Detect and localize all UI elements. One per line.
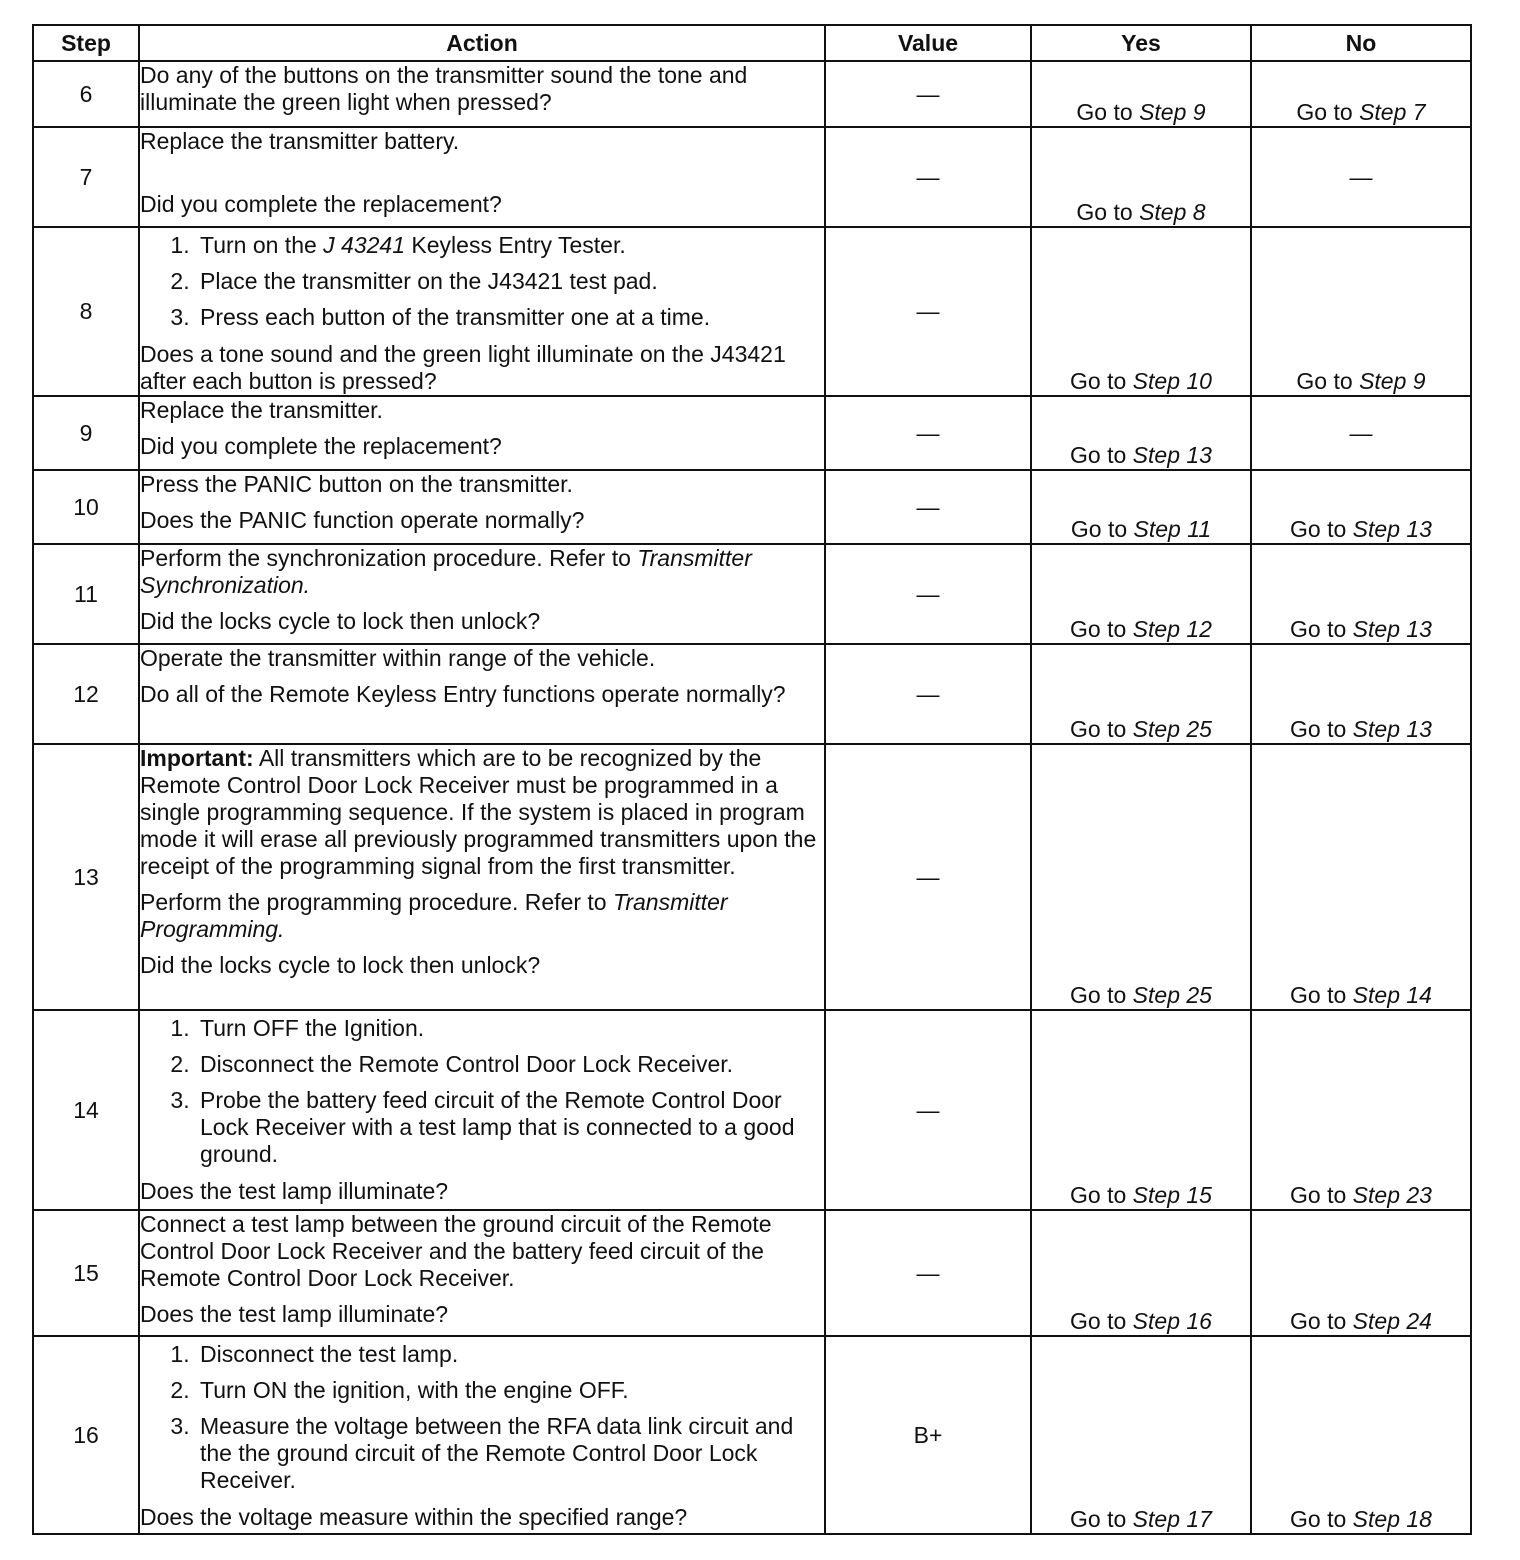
action-cell	[139, 1010, 825, 1210]
value-cell: —	[825, 61, 1031, 127]
no-step-ref: Step 23	[1352, 1182, 1432, 1208]
procedure-item: 2. Disconnect the Remote Control Door Lock Receiver.	[196, 1051, 824, 1078]
yes-cell	[1031, 396, 1251, 470]
yes-step-ref: Step 10	[1132, 368, 1212, 394]
action-instruction: Replace the transmitter battery.	[140, 128, 460, 154]
yes-step-ref: Step 8	[1139, 199, 1206, 225]
action-instruction	[140, 545, 824, 599]
header-row	[33, 25, 1471, 61]
action-instruction: Operate the transmitter within range of the vehicle.	[140, 645, 656, 671]
no-go-to: Go to	[1296, 368, 1353, 394]
step-number: 10	[33, 470, 139, 544]
yes-step-ref: Step 25	[1132, 716, 1212, 742]
no-go-to: Go to	[1290, 1308, 1347, 1334]
no-go-to: Go to	[1296, 99, 1353, 125]
action-question: Does a tone sound and the green light illuminate on the J43421 after each button is pressed?	[140, 341, 786, 394]
header-yes: Yes	[1031, 25, 1251, 61]
step-number: 11	[33, 544, 139, 644]
step-number: 12	[33, 644, 139, 744]
yes-cell	[1031, 1010, 1251, 1210]
instruction-text: Perform the synchronization procedure. Refer to	[140, 545, 638, 571]
action-instruction: Replace the transmitter.	[140, 397, 383, 423]
instruction-text: Perform the programming procedure. Refer to	[140, 889, 613, 915]
action-cell	[139, 227, 825, 396]
yes-cell	[1031, 544, 1251, 644]
yes-step-ref: Step 11	[1133, 516, 1212, 542]
yes-cell	[1031, 61, 1251, 127]
tool-ref: J 43241	[323, 232, 406, 258]
no-step-ref: Step 13	[1352, 616, 1432, 642]
procedure-list	[140, 1341, 824, 1494]
value-cell: —	[825, 644, 1031, 744]
value-cell: —	[825, 744, 1031, 1010]
value-cell: —	[825, 227, 1031, 396]
action-question: Does the test lamp illuminate?	[140, 1178, 449, 1204]
yes-cell	[1031, 644, 1251, 744]
no-cell: —	[1251, 396, 1471, 470]
procedure-ref: Transmitter Programming.	[140, 889, 728, 942]
no-cell	[1251, 544, 1471, 644]
action-cell	[139, 544, 825, 644]
value-cell: B+	[825, 1336, 1031, 1534]
yes-step-ref: Step 9	[1139, 99, 1206, 125]
step-number: 9	[33, 396, 139, 470]
action-instruction	[140, 889, 824, 943]
procedure-list	[140, 1015, 824, 1168]
table-row	[33, 1010, 1471, 1210]
header-step: Step	[33, 25, 139, 61]
yes-step-ref: Step 16	[1132, 1308, 1212, 1334]
no-cell	[1251, 744, 1471, 1010]
procedure-item: 1. Disconnect the test lamp.	[196, 1341, 824, 1368]
important-text: All transmitters which are to be recognized by the Remote Control Door Lock Receiver must be programmed in a single programming sequence. If the system is placed in program mode it will erase all previously programmed transmitters upon the receipt of the programming signal from the first transmitter.	[140, 745, 817, 879]
yes-go-to: Go to	[1070, 1308, 1127, 1334]
value-cell: —	[825, 127, 1031, 227]
action-cell	[139, 744, 825, 1010]
action-cell	[139, 61, 825, 127]
important-label: Important:	[140, 745, 254, 771]
value-cell: —	[825, 470, 1031, 544]
yes-go-to: Go to	[1070, 616, 1127, 642]
important-note	[140, 745, 824, 880]
no-cell	[1251, 227, 1471, 396]
no-step-ref: Step 18	[1352, 1506, 1432, 1532]
table-row	[33, 61, 1471, 127]
yes-step-ref: Step 25	[1132, 982, 1212, 1008]
action-instruction: Connect a test lamp between the ground circuit of the Remote Control Door Lock Receiver and the battery feed circuit of the Remote Control Door Lock Receiver.	[140, 1211, 772, 1291]
no-go-to: Go to	[1290, 716, 1347, 742]
no-go-to: Go to	[1290, 516, 1347, 542]
table-row	[33, 544, 1471, 644]
procedure-item: 3. Press each button of the transmitter one at a time.	[196, 304, 824, 331]
yes-go-to: Go to	[1076, 199, 1133, 225]
procedure-text: Turn on the	[200, 232, 324, 258]
action-cell	[139, 1210, 825, 1336]
header-no: No	[1251, 25, 1471, 61]
yes-go-to: Go to	[1070, 982, 1127, 1008]
step-number: 13	[33, 744, 139, 1010]
value-cell: —	[825, 1010, 1031, 1210]
table-row	[33, 227, 1471, 396]
no-go-to: Go to	[1290, 1182, 1347, 1208]
table-row	[33, 744, 1471, 1010]
step-number: 8	[33, 227, 139, 396]
table-row	[33, 470, 1471, 544]
table-row	[33, 127, 1471, 227]
step-number: 14	[33, 1010, 139, 1210]
no-go-to: Go to	[1290, 616, 1347, 642]
procedure-item: 2. Turn ON the ignition, with the engine OFF.	[196, 1377, 824, 1404]
no-cell: —	[1251, 127, 1471, 227]
yes-go-to: Go to	[1070, 368, 1127, 394]
no-step-ref: Step 24	[1352, 1308, 1432, 1334]
action-question: Does the test lamp illuminate?	[140, 1301, 449, 1327]
table-row	[33, 644, 1471, 744]
yes-go-to: Go to	[1070, 516, 1128, 542]
procedure-text: Keyless Entry Tester.	[405, 232, 626, 258]
procedure-item: 3. Measure the voltage between the RFA data link circuit and the the ground circuit of the Remote Control Door Lock Receiver.	[196, 1413, 824, 1494]
no-cell	[1251, 1010, 1471, 1210]
yes-go-to: Go to	[1070, 1506, 1127, 1532]
action-question: Did you complete the replacement?	[140, 433, 502, 459]
yes-go-to: Go to	[1070, 1182, 1127, 1208]
yes-cell	[1031, 470, 1251, 544]
step-number: 6	[33, 61, 139, 127]
procedure-item: 3. Probe the battery feed circuit of the Remote Control Door Lock Receiver with a test lamp that is connected to a good ground.	[196, 1087, 824, 1168]
yes-go-to: Go to	[1070, 716, 1127, 742]
table-row	[33, 1210, 1471, 1336]
no-step-ref: Step 9	[1359, 368, 1426, 394]
no-step-ref: Step 14	[1352, 982, 1432, 1008]
action-question: Do all of the Remote Keyless Entry functions operate normally?	[140, 681, 786, 707]
yes-cell	[1031, 127, 1251, 227]
yes-cell	[1031, 1210, 1251, 1336]
action-question: Do any of the buttons on the transmitter sound the tone and illuminate the green light when pressed?	[140, 62, 748, 115]
header-action: Action	[139, 25, 825, 61]
action-question: Did you complete the replacement?	[140, 191, 502, 217]
action-cell	[139, 470, 825, 544]
yes-step-ref: Step 15	[1132, 1182, 1212, 1208]
no-step-ref: Step 13	[1352, 516, 1432, 542]
no-cell	[1251, 1210, 1471, 1336]
action-question: Does the PANIC function operate normally?	[140, 507, 585, 533]
value-cell: —	[825, 396, 1031, 470]
action-cell	[139, 644, 825, 744]
table-row	[33, 1336, 1471, 1534]
table-row	[33, 396, 1471, 470]
yes-go-to: Go to	[1076, 99, 1133, 125]
procedure-list	[140, 232, 824, 331]
diagnostic-table	[32, 24, 1472, 1535]
yes-step-ref: Step 13	[1132, 442, 1212, 468]
action-question: Did the locks cycle to lock then unlock?	[140, 952, 541, 978]
yes-step-ref: Step 12	[1132, 616, 1212, 642]
procedure-ref: Transmitter Synchronization.	[140, 545, 752, 598]
no-cell	[1251, 61, 1471, 127]
no-go-to: Go to	[1290, 982, 1347, 1008]
no-step-ref: Step 13	[1352, 716, 1432, 742]
action-cell	[139, 396, 825, 470]
action-cell	[139, 127, 825, 227]
procedure-item: 2. Place the transmitter on the J43421 test pad.	[196, 268, 824, 295]
yes-cell	[1031, 227, 1251, 396]
no-cell	[1251, 470, 1471, 544]
yes-cell	[1031, 744, 1251, 1010]
action-question: Does the voltage measure within the specified range?	[140, 1504, 688, 1530]
step-number: 16	[33, 1336, 139, 1534]
action-instruction: Press the PANIC button on the transmitter.	[140, 471, 573, 497]
yes-cell	[1031, 1336, 1251, 1534]
no-cell	[1251, 644, 1471, 744]
yes-go-to: Go to	[1070, 442, 1127, 468]
action-question: Did the locks cycle to lock then unlock?	[140, 608, 541, 634]
step-number: 7	[33, 127, 139, 227]
value-cell: —	[825, 544, 1031, 644]
value-cell: —	[825, 1210, 1031, 1336]
yes-step-ref: Step 17	[1132, 1506, 1212, 1532]
procedure-item: 1. Turn OFF the Ignition.	[196, 1015, 824, 1042]
no-go-to: Go to	[1290, 1506, 1347, 1532]
no-step-ref: Step 7	[1359, 99, 1426, 125]
action-cell	[139, 1336, 825, 1534]
step-number: 15	[33, 1210, 139, 1336]
header-value: Value	[825, 25, 1031, 61]
no-cell	[1251, 1336, 1471, 1534]
procedure-item	[196, 232, 824, 259]
